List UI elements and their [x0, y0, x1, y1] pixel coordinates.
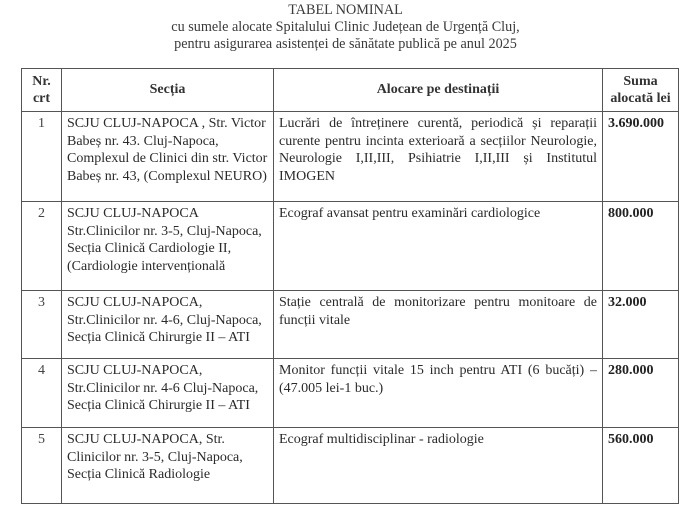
document-header [0, 2, 691, 53]
table-row [22, 428, 679, 504]
document-subtitle-line-1: cu sumele alocate Spitalului Clinic Județean de Urgență Cluj, [171, 19, 520, 35]
table-row [22, 112, 679, 202]
column-header-sum-line-1: Suma [623, 73, 658, 89]
row-number: 2 [22, 202, 62, 291]
row-section: SCJU CLUJ-NAPOCA, Str.Clinicilor nr. 4-6, Cluj-Napoca, Secția Clinică Chirurgie II – ATI [62, 291, 274, 359]
row-allocation: Stație centrală de monitorizare pentru monitoare de funcții vitale [274, 291, 603, 359]
table-row [22, 291, 679, 359]
row-sum: 3.690.000 [603, 112, 679, 202]
allocation-table [21, 68, 679, 504]
column-header-nr-line-2: crt [32, 91, 51, 106]
row-sum: 560.000 [603, 428, 679, 504]
row-allocation: Monitor funcții vitale 15 inch pentru ATI (6 bucăți) – (47.005 lei-1 buc.) [274, 359, 603, 428]
column-header-nr [22, 69, 62, 112]
column-header-nr-line-1: Nr. [32, 73, 51, 89]
column-header-allocation: Alocare pe destinații [274, 69, 603, 112]
row-number: 3 [22, 291, 62, 359]
column-header-sum-line-2: alocată lei [610, 91, 671, 106]
column-header-sum [603, 69, 679, 112]
document-subtitle-line-2: pentru asigurarea asistenței de sănătate publică pe anul 2025 [174, 36, 517, 52]
row-allocation: Lucrări de întreținere curentă, periodică și reparații curente pentru incinta exterioară a secțiilor Neurologie, Neurologie I,II,III, Psihiatrie I,II,III și Institutul IMOGEN [274, 112, 603, 202]
column-header-section: Secția [62, 69, 274, 112]
row-sum: 280.000 [603, 359, 679, 428]
table-row [22, 202, 679, 291]
row-allocation: Ecograf multidisciplinar - radiologie [274, 428, 603, 504]
row-section: SCJU CLUJ-NAPOCA , Str. Victor Babeș nr. 43. Cluj-Napoca, Complexul de Clinici din str. Victor Babeș nr. 43, (Complexul NEURO) [62, 112, 274, 202]
row-section: SCJU CLUJ-NAPOCA, Str. Clinicilor nr. 3-5, Cluj-Napoca, Secția Clinică Radiologie [62, 428, 274, 504]
document-title: TABEL NOMINAL [288, 2, 403, 18]
row-number: 1 [22, 112, 62, 202]
table-row [22, 359, 679, 428]
row-section: SCJU CLUJ-NAPOCA Str.Clinicilor nr. 3-5, Cluj-Napoca, Secția Clinică Cardiologie II, (Cardiologie intervențională [62, 202, 274, 291]
table-header-row [22, 69, 679, 112]
row-sum: 32.000 [603, 291, 679, 359]
row-number: 5 [22, 428, 62, 504]
row-number: 4 [22, 359, 62, 428]
row-allocation: Ecograf avansat pentru examinări cardiologice [274, 202, 603, 291]
row-sum: 800.000 [603, 202, 679, 291]
row-section: SCJU CLUJ-NAPOCA, Str.Clinicilor nr. 4-6 Cluj-Napoca, Secția Clinică Chirurgie II – ATI [62, 359, 274, 428]
